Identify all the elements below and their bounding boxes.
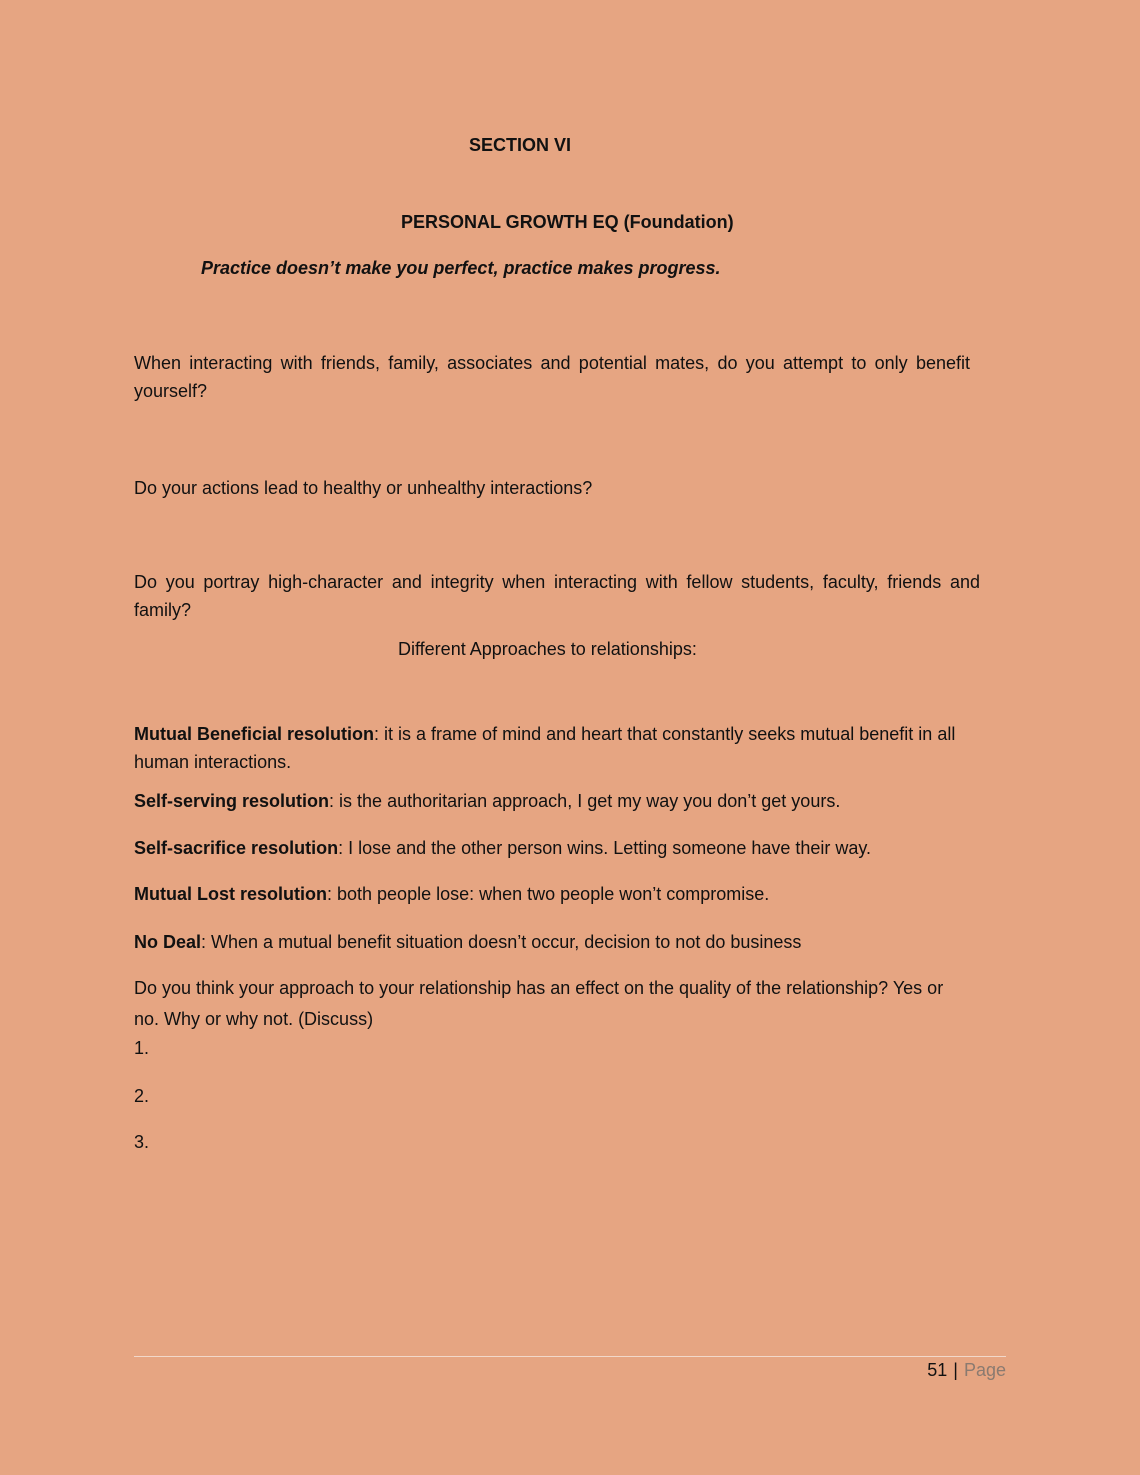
approach-text: : is the authoritarian approach, I get my way you don’t get yours. [329, 791, 841, 811]
approach-text: : When a mutual benefit situation doesn’t occur, decision to not do business [201, 932, 802, 952]
approach-term: Mutual Lost resolution [134, 884, 327, 904]
approach-term: Mutual Beneficial resolution [134, 724, 375, 744]
approach-self-serving [134, 787, 840, 815]
discussion-question-line-1: Do you think your approach to your relationship has an effect on the quality of the relationship? Yes or [134, 978, 944, 998]
approach-text: : I lose and the other person wins. Letting someone have their way. [338, 838, 872, 858]
approach-no-deal [134, 928, 801, 956]
approach-text: : it is a frame of mind and heart that constantly seeks mutual benefit in all [374, 724, 956, 744]
approach-term: Self-serving resolution [134, 791, 330, 811]
approach-term: Self-sacrifice resolution [134, 838, 339, 858]
section-quote: Practice doesn’t make you perfect, practice makes progress. [201, 258, 721, 278]
approach-self-sacrifice [134, 834, 871, 862]
footer-separator: | [953, 1360, 958, 1380]
approach-mutual-beneficial-continuation: human interactions. [134, 752, 292, 772]
page-footer [927, 1356, 1006, 1384]
footer-divider [134, 1356, 1006, 1357]
approach-text: : both people lose: when two people won’t compromise. [327, 884, 770, 904]
approaches-heading: Different Approaches to relationships: [398, 639, 697, 659]
section-title: PERSONAL GROWTH EQ (Foundation) [401, 212, 734, 232]
question-2: Do your actions lead to healthy or unhealthy interactions? [134, 478, 593, 498]
section-label: SECTION VI [469, 135, 572, 155]
approach-mutual-beneficial [134, 720, 955, 748]
answer-line-3: 3. [134, 1132, 150, 1152]
answer-line-1: 1. [134, 1038, 150, 1058]
discussion-question-line-2: no. Why or why not. (Discuss) [134, 1009, 374, 1029]
page-word: Page [963, 1360, 1006, 1380]
answer-line-2: 2. [134, 1086, 150, 1106]
page-number: 51 [927, 1360, 948, 1380]
approach-term: No Deal [134, 932, 202, 952]
question-3: Do you portray high-character and integrity when interacting with fellow students, faculty, friends and family? [134, 572, 980, 620]
question-1: When interacting with friends, family, associates and potential mates, do you attempt to only benefit yourself? [134, 353, 970, 401]
approach-mutual-lost [134, 880, 769, 908]
